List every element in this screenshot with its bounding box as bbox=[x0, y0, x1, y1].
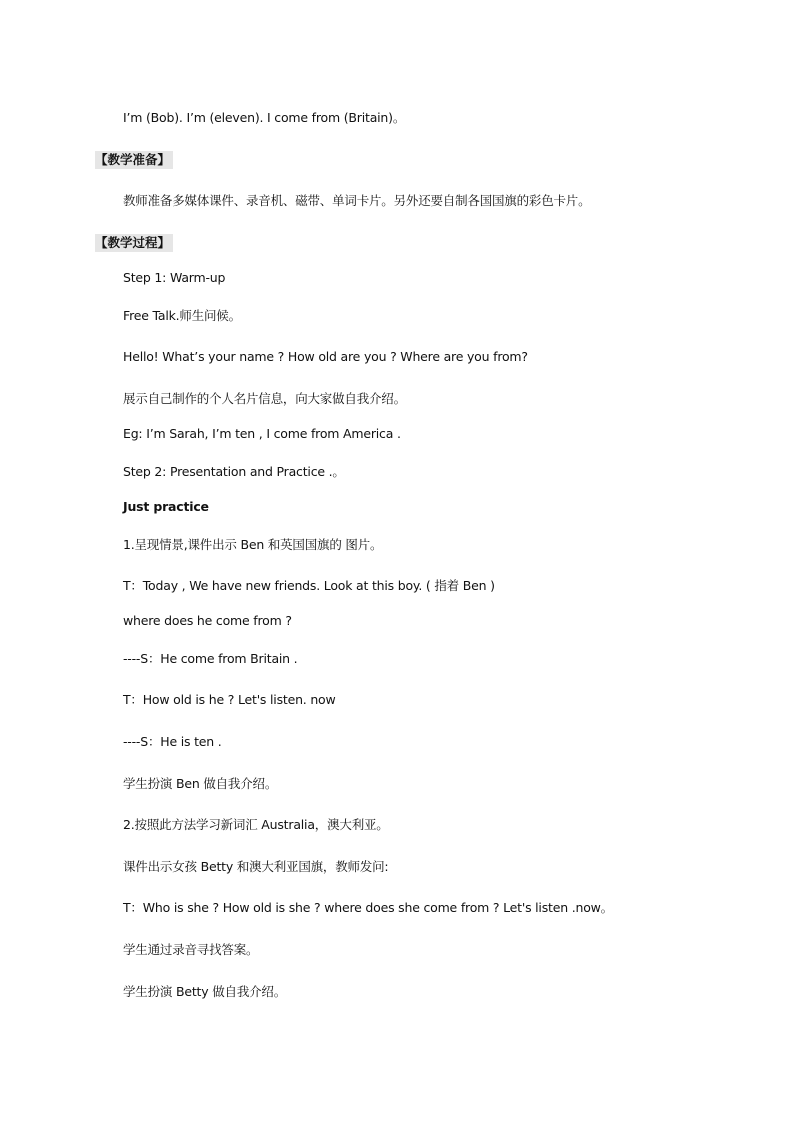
just-practice-subheading: Just practice bbox=[123, 499, 209, 514]
preparation-text: 教师准备多媒体课件、录音机、磁带、单词卡片。另外还要自制各国国旗的彩色卡片。 bbox=[123, 193, 591, 208]
step-2-title: Step 2: Presentation and Practice .。 bbox=[123, 464, 345, 479]
student-answer-ten: ----S：He is ten . bbox=[123, 734, 222, 749]
section-heading-process: 【教学过程】 bbox=[95, 234, 173, 252]
example-line: Eg: I’m Sarah, I’m ten , I come from America . bbox=[123, 426, 401, 441]
teacher-question-where: where does he come from ? bbox=[123, 613, 292, 628]
step-1-title: Step 1: Warm-up bbox=[123, 270, 226, 285]
role-play-betty-line: 学生扮演 Betty 做自我介绍。 bbox=[123, 984, 287, 999]
greeting-questions-line: Hello! What’s your name ? How old are you ? Where are you from? bbox=[123, 349, 528, 364]
listen-for-answers-line: 学生通过录音寻找答案。 bbox=[123, 942, 259, 957]
betty-flag-line: 课件出示女孩 Betty 和澳大利亚国旗，教师发问: bbox=[123, 859, 389, 874]
section-heading-preparation: 【教学准备】 bbox=[95, 151, 173, 169]
self-introduction-instruction: 展示自己制作的个人名片信息，向大家做自我介绍。 bbox=[123, 391, 406, 406]
student-answer-britain: ----S：He come from Britain . bbox=[123, 651, 298, 666]
free-talk-line: Free Talk.师生问候。 bbox=[123, 308, 241, 323]
role-play-ben-line: 学生扮演 Ben 做自我介绍。 bbox=[123, 776, 278, 791]
item-1-line: 1.呈现情景,课件出示 Ben 和英国国旗的 图片。 bbox=[123, 537, 383, 552]
teacher-question-how-old: T：How old is he ? Let's listen. now bbox=[123, 692, 336, 707]
teacher-questions-betty: T：Who is she ? How old is she ? where does she come from ? Let's listen .now。 bbox=[123, 900, 613, 915]
item-2-line: 2.按照此方法学习新词汇 Australia，澳大利亚。 bbox=[123, 817, 389, 832]
intro-sentence: I’m (Bob). I’m (eleven). I come from (Britain)。 bbox=[123, 110, 406, 125]
teacher-line-today: T：Today , We have new friends. Look at this boy. ( 指着 Ben ) bbox=[123, 578, 495, 593]
